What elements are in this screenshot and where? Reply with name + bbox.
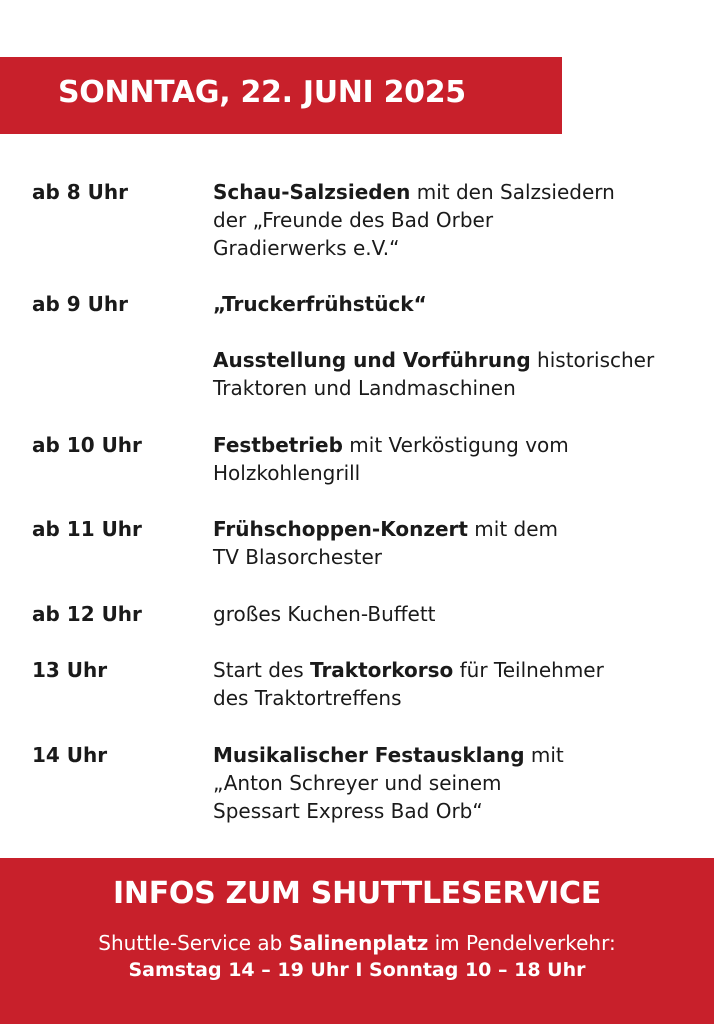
shuttle-location: Salinenplatz [288,931,429,955]
schedule-description [213,600,683,628]
highlight-text: Ausstellung und Vorführung [213,348,531,372]
schedule-description [213,656,683,712]
highlight-text: Festbetrieb [213,433,343,457]
highlight-text: Frühschoppen-Konzert [213,517,468,541]
schedule-time: ab 12 Uhr [32,602,142,626]
schedule-time: ab 8 Uhr [32,180,128,204]
schedule-description [213,290,683,318]
description-line: Gradierwerks e.V.“ [213,236,400,260]
highlight-text: Traktorkorso [310,658,454,682]
plain-text: mit [524,743,564,767]
page-title: SONNTAG, 22. JUNI 2025 [58,75,466,110]
shuttle-service-text [0,930,714,956]
schedule-description [213,178,683,262]
description-line: der „Freunde des Bad Orber [213,208,494,232]
schedule-description [213,515,683,571]
plain-text: mit dem [467,517,559,541]
description-line [213,656,683,684]
schedule-description [213,741,683,825]
description-line: Traktoren und Landmaschinen [213,376,516,400]
description-line [213,741,683,769]
description-line: Spessart Express Bad Orb“ [213,799,483,823]
shuttle-info-title: INFOS ZUM SHUTTLESERVICE [113,876,601,911]
shuttle-times: Samstag 14 – 19 Uhr I Sonntag 10 – 18 Uhr [128,959,586,981]
shuttle-info-band [0,858,714,1024]
highlight-text: Schau-Salzsieden [213,180,411,204]
plain-text: Shuttle-Service ab [98,931,289,955]
description-line [213,178,683,206]
description-line: TV Blasorchester [213,545,382,569]
description-line: „Anton Schreyer und seinem [213,771,502,795]
description-line [213,346,683,374]
description-line [213,431,683,459]
description-line: großes Kuchen-Buffett [213,602,436,626]
description-line [213,290,683,318]
plain-text: mit Verköstigung vom [342,433,569,457]
highlight-text: „Truckerfrühstück“ [213,292,427,316]
schedule-time: ab 11 Uhr [32,517,142,541]
schedule-time: ab 10 Uhr [32,433,142,457]
plain-text: historischer [530,348,655,372]
schedule-time: 13 Uhr [32,658,108,682]
schedule-description [213,346,683,402]
plain-text: im Pendelverkehr: [428,931,616,955]
schedule-time: 14 Uhr [32,743,108,767]
description-line: Holzkohlengrill [213,461,361,485]
description-line: des Traktortreffens [213,686,402,710]
highlight-text: Musikalischer Festausklang [213,743,525,767]
description-line [213,515,683,543]
plain-text: mit den Salzsiedern [410,180,615,204]
schedule-description [213,431,683,487]
plain-text: für Teilnehmer [453,658,604,682]
plain-text: Start des [213,658,310,682]
schedule-time: ab 9 Uhr [32,292,128,316]
header-band [0,57,562,134]
